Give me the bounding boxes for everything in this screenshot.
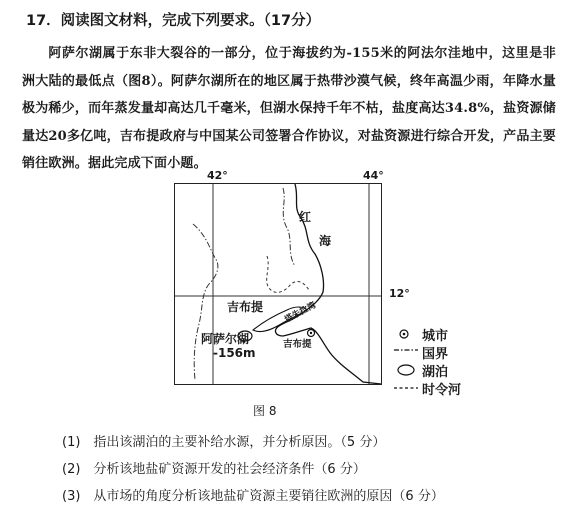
lake-elevation-label: -156m <box>213 346 256 360</box>
map-drawing <box>175 184 381 384</box>
longitude-44-label: 44° <box>363 169 384 182</box>
bay-label: 塔朱拉湾 <box>283 300 318 326</box>
legend-lake-label: 湖泊 <box>422 365 449 380</box>
seasonal-river <box>267 256 309 292</box>
longitude-42-label: 42° <box>207 169 228 182</box>
sub-question-2: (2) 分析该地盐矿资源开发的社会经济条件（6 分） <box>62 462 366 477</box>
legend-city-label: 城市 <box>422 329 449 344</box>
lake-name-label: 阿萨尔湖 <box>201 332 250 346</box>
coastline <box>276 184 381 384</box>
legend-lake-icon <box>398 365 414 375</box>
question-title: 17．阅读图文材料，完成下列要求。（17分） <box>26 13 321 29</box>
material-paragraph <box>22 40 556 178</box>
sub-question-1: (1) 指出该湖泊的主要补给水源，并分析原因。（5 分） <box>62 435 386 450</box>
latitude-12-label: 12° <box>389 287 410 300</box>
country-label: 吉布提 <box>227 300 264 314</box>
material-text: 阿萨尔湖属于东非大裂谷的一部分，位于海拔约为-155米的阿法尔洼地中，这里是非洲大陆的最低点（图8）。阿萨尔湖所在的地区属于热带沙漠气候，终年高温少雨，年降水量极为稀少，而年蒸发量却高达几千毫米，但湖水保持千年不枯，盐度高达34.8%，盐资源储量达20多亿吨，吉布提政府与中国某公司签署合作协议，对盐资源进行综合开发，产品主要销往欧洲。据此完成下面小题。 <box>22 46 556 171</box>
red-sea-label-1: 红 <box>299 210 312 224</box>
legend-border-label: 国界 <box>422 347 449 362</box>
figure-caption: 图 8 <box>253 404 277 418</box>
city-label: 吉布提 <box>283 339 312 350</box>
legend-symbols <box>392 326 422 406</box>
sub-question-3: (3) 从市场的角度分析该地盐矿资源主要销往欧洲的原因（6 分） <box>62 489 444 504</box>
legend-river-label: 时令河 <box>422 383 462 398</box>
map-figure <box>174 183 382 385</box>
red-sea-label-2: 海 <box>319 234 332 248</box>
city-djibouti-dot <box>310 332 312 334</box>
